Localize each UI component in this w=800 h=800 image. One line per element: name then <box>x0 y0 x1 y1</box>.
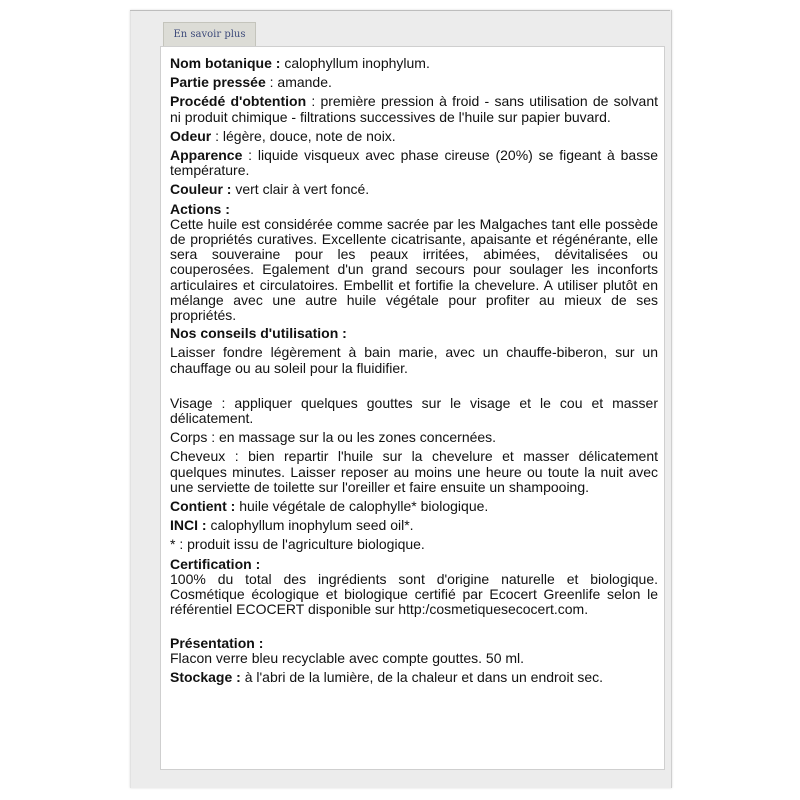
field-label: Contient : <box>170 498 236 515</box>
product-description <box>170 56 658 689</box>
field-nom-botanique <box>170 56 658 71</box>
field-label: Actions : <box>170 200 230 217</box>
field-cheveux: Cheveux : bien repartir l'huile sur la chevelure et masser délicatement quelques minutes. Laisser reposer au moins une heure ou toute la nuit avec une serviette de toilette sur l'oreiller et faire ensuite un shampooing. <box>170 448 658 495</box>
tab-en-savoir-plus[interactable]: En savoir plus <box>163 22 256 47</box>
field-label: Présentation : <box>170 634 264 651</box>
field-value: calophyllum inophylum. <box>280 55 430 71</box>
field-value: vert clair à vert foncé. <box>231 181 370 198</box>
field-value: Flacon verre bleu recyclable avec compte gouttes. 50 ml. <box>170 649 525 666</box>
field-value: 100% du total des ingrédients sont d'origine naturelle et biologique. Cosmétique écologique et biologique certifié par Ecocert Greenlife selon le référentiel ECOCERT disponible sur http:/cosmetiquesecocert.com. <box>170 570 658 618</box>
field-value: : amande. <box>265 74 332 91</box>
field-value: Laisser fondre légèrement à bain marie, avec un chauffe-biberon, sur un chauffage ou au soleil pour la fluidifier. <box>170 344 658 376</box>
field-value: huile végétale de calophylle* biologique. <box>235 498 489 515</box>
field-inci <box>170 518 658 533</box>
field-label: Certification : <box>170 555 261 572</box>
field-certification <box>170 557 658 618</box>
field-label: INCI : <box>170 517 207 534</box>
field-apparence <box>170 148 658 178</box>
field-visage: Visage : appliquer quelques gouttes sur le visage et le cou et masser délicatement. <box>170 394 658 427</box>
spacer <box>170 380 658 396</box>
field-label: Couleur : <box>170 181 232 198</box>
field-label: Stockage : <box>170 668 241 685</box>
field-label: Nom botanique : <box>170 55 281 71</box>
field-label: Nos conseils d'utilisation : <box>170 325 347 342</box>
field-label: Apparence <box>170 147 243 164</box>
field-value: à l'abri de la lumière, de la chaleur et dans un endroit sec. <box>240 668 604 685</box>
field-procede <box>170 94 658 124</box>
field-value: Cette huile est considérée comme sacrée par les Malgaches tant elle possède de propriétés curatives. Excellente cicatrisante, apaisante et régénérante, elle sera souveraine pour les peaux irritées, abimées, dévitalisées ou couperosées. Egalement d'un grand secours pour soulager les inconforts articulaires et circulatoires. Embellit et fortifie la chevelure. A utiliser plutôt en mélange avec une autre huile végétale pour profiter au mieux de ses propriétés. <box>170 215 658 324</box>
field-stockage <box>170 670 658 685</box>
field-corps: Corps : en massage sur la ou les zones concernées. <box>170 429 497 446</box>
field-actions <box>170 202 658 324</box>
spacer <box>170 622 658 636</box>
field-contient <box>170 499 658 514</box>
field-couleur <box>170 182 658 197</box>
field-conseils <box>170 326 658 376</box>
field-presentation <box>170 636 658 666</box>
field-odeur <box>170 129 658 144</box>
top-divider <box>130 10 670 11</box>
field-label: Odeur <box>170 127 212 144</box>
field-note: * : produit issu de l'agriculture biologique. <box>170 536 425 553</box>
field-value: : liquide visqueux avec phase cireuse (20%) se figeant à basse température. <box>170 147 658 179</box>
field-label: Procédé d'obtention <box>170 93 307 110</box>
field-label: Partie pressée <box>170 74 266 91</box>
field-value: : première pression à froid - sans utilisation de solvant ni produit chimique - filtrations successives de l'huile sur papier buvard. <box>170 93 659 125</box>
field-partie-pressee <box>170 75 658 90</box>
field-value: : légère, douce, note de noix. <box>211 127 396 144</box>
field-value: calophyllum inophylum seed oil*. <box>206 517 414 534</box>
